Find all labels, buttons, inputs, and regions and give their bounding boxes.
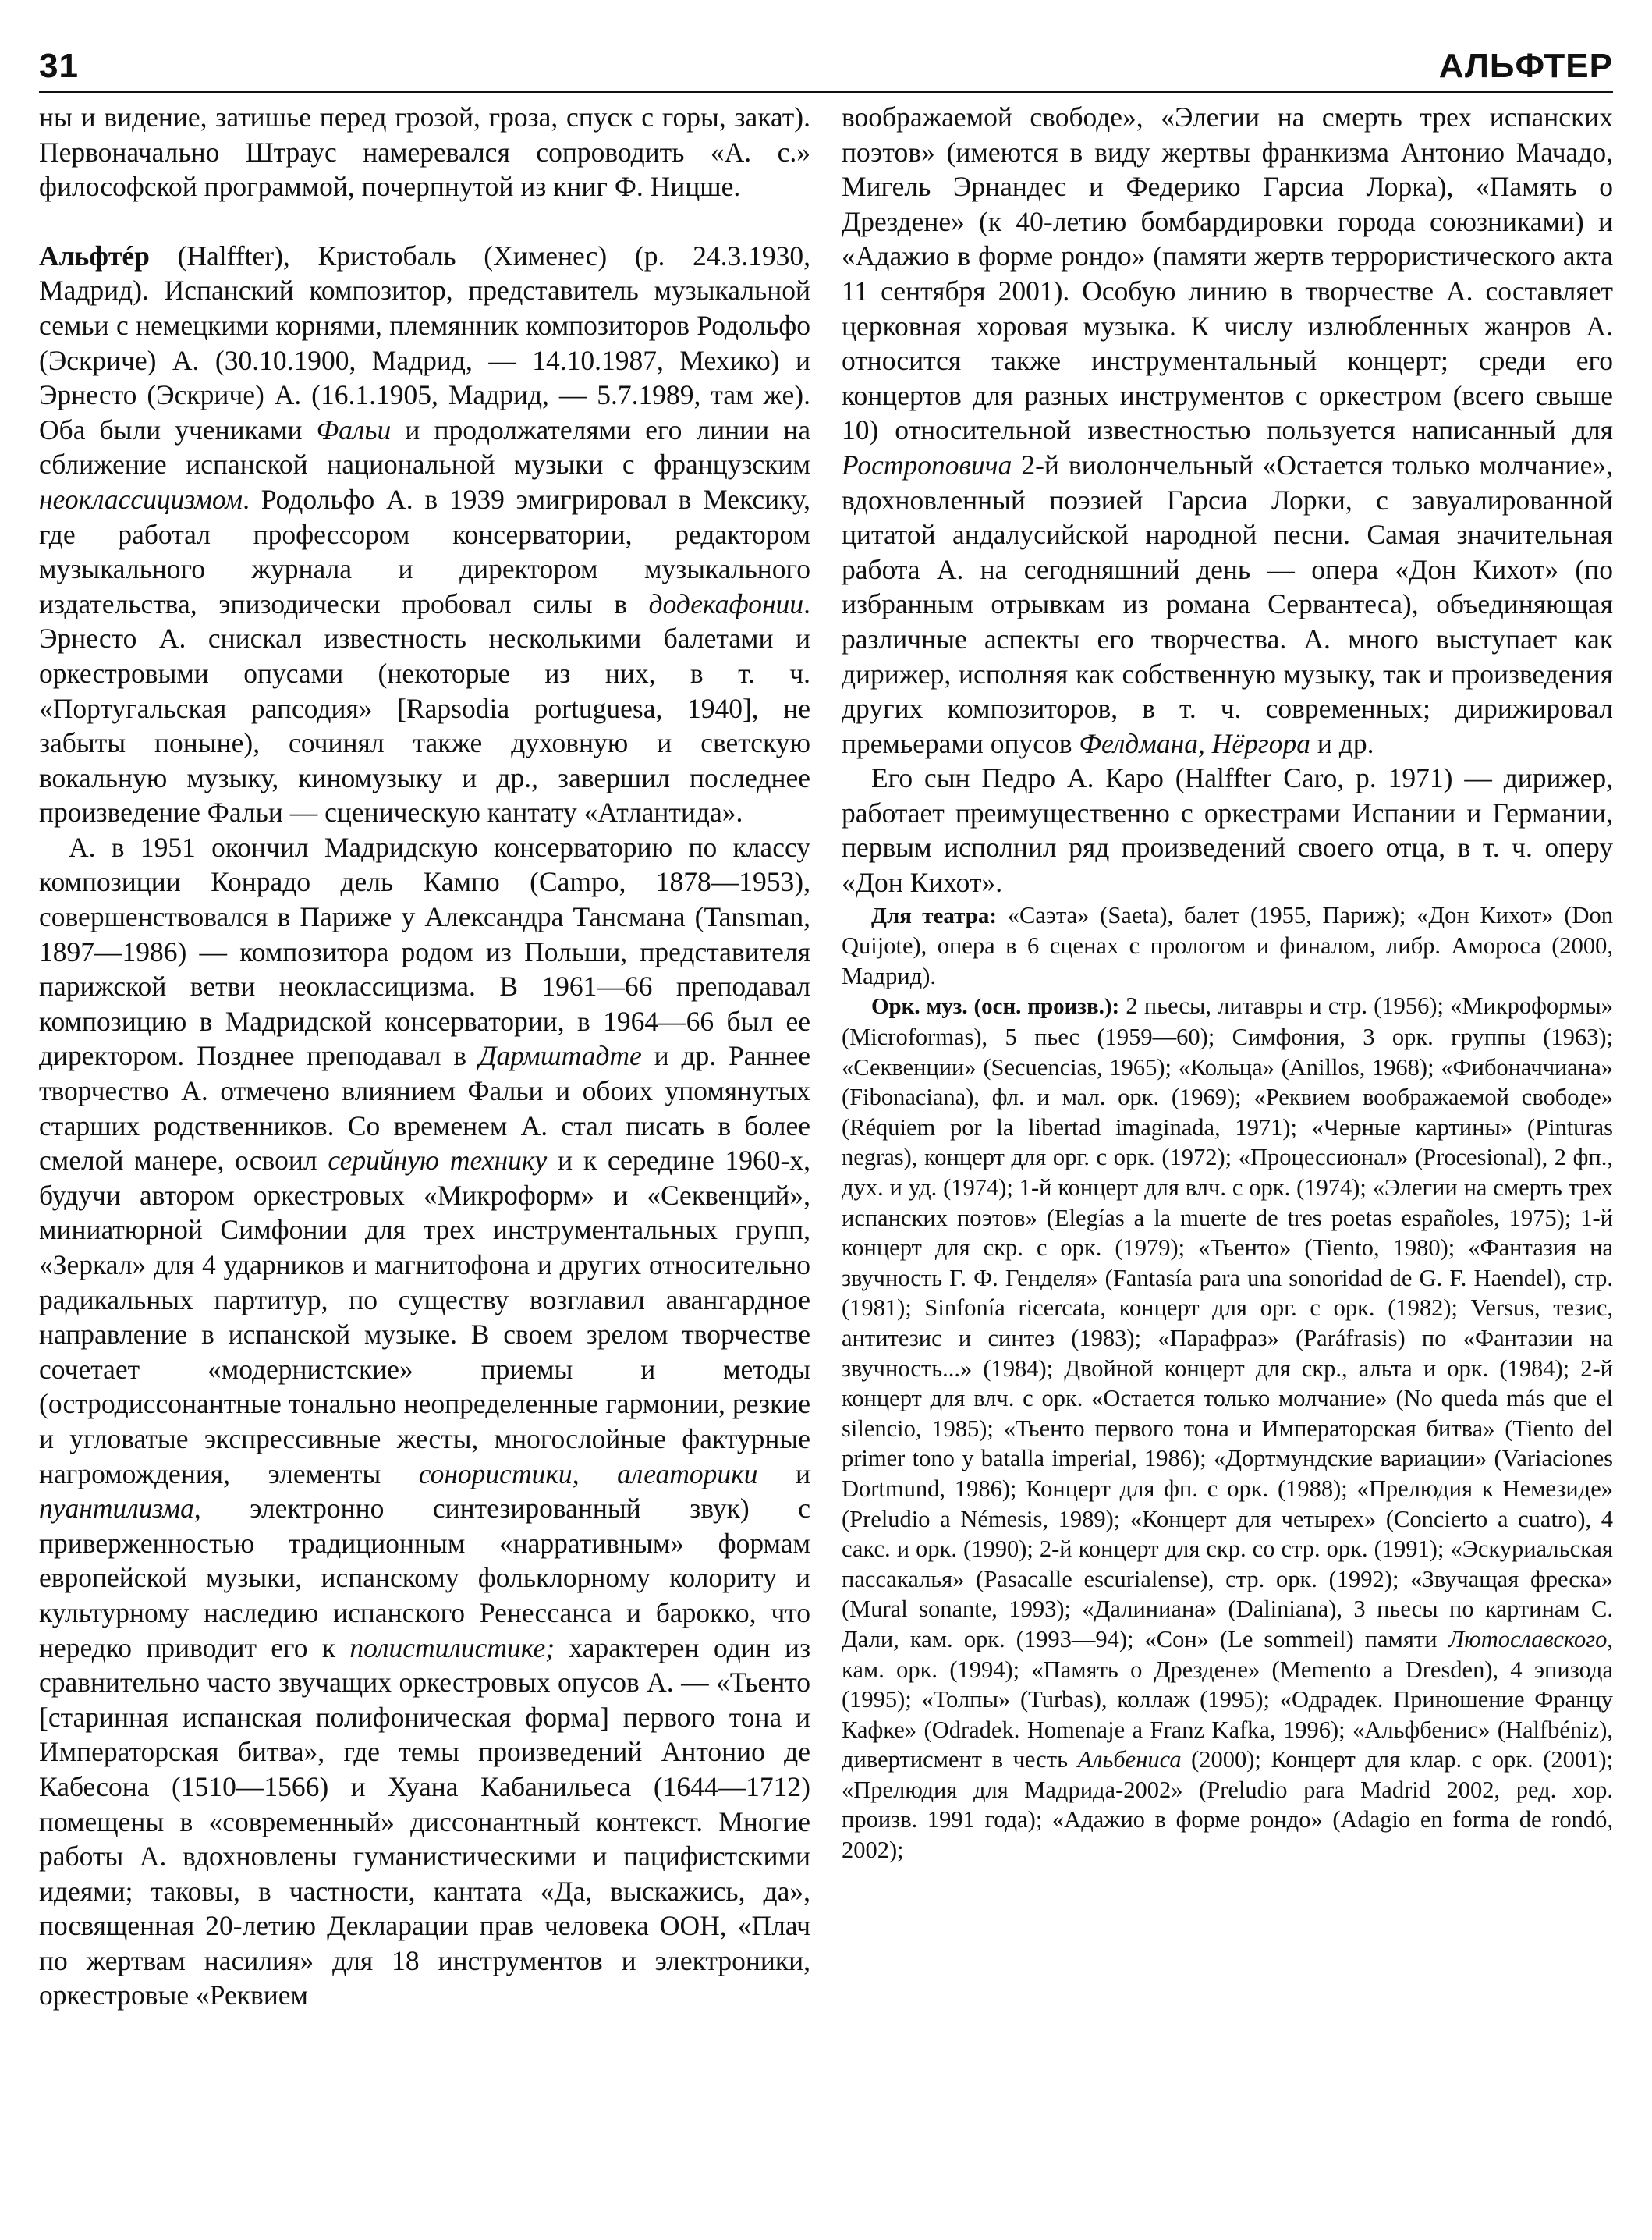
entry-headword: Альфтéр: [39, 240, 150, 272]
left-column: [39, 100, 810, 2228]
theatre-label: Для театра:: [871, 903, 998, 928]
running-title: АЛЬФТЕР: [1438, 47, 1613, 85]
theatre-works: Для театра: «Саэта» (Saeta), балет (1955, Париж); «Дон Кихот» (Don Quijote), опера в 6 сценах с прологом и финалом, либр. Амороса (2000, Мадрид).: [842, 901, 1613, 989]
orchestral-works: Орк. муз. (осн. произв.): 2 пьесы, литавры и стр. (1956); «Микроформы» (Microformas), 5 пьес (1959—60); Симфония, 3 орк. группы (1963); «Секвенции» (Secuencias, 1965); «Кольца» (Anillos, 1968); «Фибоначчиана» (Fibonaciana), фл. и мал. орк. (1969); «Реквием воображаемой свободе» (Réquiem por la libertad imaginada, 1971); «Черные картины» (Pinturas negras), концерт для орг. с орк. (1972); «Процессионал» (Procesional), 2 фп., дух. и уд. (1974); 1-й концерт для влч. с орк. (1974); «Элегии на смерть трех испанских поэтов» (Elegías a la muerte de tres poetas españoles, 1975); 1-й концерт для скр. с орк. (1979); «Тьенто» (Tiento, 1980); «Фантазия на звучность Г. Ф. Генделя» (Fantasía para una sonoridad de G. F. Haendel), стр. (1981); Sinfonía ricercata, концерт для орг. с орк. (1982); Versus, тезис, антитезис и синтез (1983); «Парафраз» (Paráfrasis) по «Фантазии на звучность...» (1984); Двойной концерт для скр., альта и орк. (1984); 2-й концерт для влч. с орк. «Остается только молчание» (No queda más que el silencio, 1985); «Тьенто первого тона и Императорская битва» (Tiento del primer tono y batalla imperial, 1986); «Дортмундские вариации» (Variaciones Dortmund, 1986); Концерт для фп. с орк. (1988); «Прелюдия к Немезиде» (Preludio a Némesis, 1989); «Концерт для четырех» (Concierto a cuatro), 4 сакс. и орк. (1990); 2-й концерт для скр. со стр. орк. (1991); «Эскуриальская пассакалья» (Pasacalle escurialense), стр. орк. (1992); «Звучащая фреска» (Mural sonante, 1993); «Далиниана» (Daliniana), 3 пьесы по картинам С. Дали, кам. орк. (1993—94); «Сон» (Le sommeil) памяти Лютославского, кам. орк. (1994); «Память о Дрездене» (Memento a Dresden), 4 эпизода (1995); «Толпы» (Turbas), коллаж (1995); «Одрадек. Приношение Францу Кафке» (Odradek. Homenaje a Franz Kafka, 1996); «Альфбенис» (Halfbéniz), дивертисмент в честь Альбениса (2000); Концерт для клар. с орк. (2001); «Прелюдия для Мадрида-2002» (Preludio para Madrid 2002, ред. хор. произв. 1991 года); «Адажио в форме рондо» (Adagio en forma de rondó, 2002);: [842, 992, 1613, 1864]
orchestral-label: Орк. муз. (осн. произв.):: [871, 994, 1120, 1020]
son-paragraph: Его сын Педро А. Каро (Halffter Caro, р. 1971) — дирижер, работает преимущественно с оркестрами Испании и Германии, первым исполнил ряд произведений своего отца, в т. ч. оперу «Дон Кихот».: [842, 762, 1613, 899]
page-header: [39, 23, 1613, 93]
right-column: [842, 100, 1613, 2228]
text-columns: [39, 100, 1613, 2228]
works-paragraph: воображаемой свободе», «Элегии на смерть трех испанских поэтов» (имеются в виду жертвы франкизма Антонио Мачадо, Мигель Эрнандес и Федерико Гарсиа Лорка), «Память о Дрездене» (к 40-летию бомбардировки города союзниками) и «Адажио в форме рондо» (памяти жертв террористического акта 11 сентября 2001). Особую линию в творчестве А. составляет церковная хоровая музыка. К числу излюбленных жанров А. относится также инструментальный концерт; среди его концертов для разных инструментов с оркестром (всего свыше 10) относительной известностью пользуется написанный для Ростроповича 2-й виолончельный «Остается только молчание», вдохновленный поэзией Гарсиа Лорки, с завуалированной цитатой андалусийской народной песни. Самая значительная работа А. на сегодняшний день — опера «Дон Кихот» (по избранным отрывкам из романа Сервантеса), объединяющая различные аспекты его творчества. А. много выступает как дирижер, исполняя как собственную музыку, так и произведения других композиторов, в т. ч. современных; дирижировал премьерами опусов Фелдмана, Нёргора и др.: [842, 101, 1613, 759]
biography-paragraph: А. в 1951 окончил Мадридскую консерваторию по классу композиции Конрадо дель Кампо (Campo, 1878—1953), совершенствовался в Париже у Александра Тансмана (Tansman, 1897—1986) — композитора родом из Польши, представителя парижской ветви неоклассицизма. В 1961—66 преподавал композицию в Мадридской консерватории, в 1964—66 был ее директором. Позднее преподавал в Дармштадте и др. Раннее творчество А. отмечено влиянием Фальи и обоих упомянутых старших родственников. Со временем А. стал писать в более смелой манере, освоил серийную технику и к середине 1960-х, будучи автором оркестровых «Микроформ» и «Секвенций», миниатюрной Симфонии для трех инструментальных групп, «Зеркал» для 4 ударников и магнитофона и других относительно радикальных партитур, по существу возглавил авангардное направление в испанской музыке. В своем зрелом творчестве сочетает «модернистские» приемы и методы (остродиссонантные тонально неопределенные гармонии, резкие и угловатые экспрессивные жесты, многослойные фактурные нагромождения, элементы сонористики, алеаторики и пуантилизма, электронно синтезированный звук) с приверженностью традиционным «нарративным» формам европейской музыки, испанскому фольклорному колориту и культурному наследию испанского Ренессанса и барокко, что нередко приводит его к полистилистике; характерен один из сравнительно часто звучащих оркестровых опусов А. — «Тьенто [старинная испанская полифоническая форма] первого тона и Императорская битва», где темы произведений Антонио де Кабесона (1510—1566) и Хуана Кабанильеса (1644—1712) помещены в «современный» диссонантный контекст. Многие работы А. вдохновлены гуманистическими и пацифистскими идеями; таковы, в частности, кантата «Да, выскажись, да», посвященная 20-летию Декларации прав человека ООН, «Плач по жертвам насилия» для 18 инструментов и электроники, оркестровые «Реквием: [39, 831, 810, 2011]
page-number: 31: [39, 47, 79, 85]
previous-entry-ending: ны и видение, затишье перед грозой, гроза, спуск с горы, закат). Первоначально Штраус намеревался сопроводить «А. с.» философской программой, почерпнутой из книг Ф. Ницше.: [39, 101, 810, 203]
entry-halffter: Альфтéр (Halffter), Кристобаль (Хименес) (р. 24.3.1930, Мадрид). Испанский композитор, представитель музыкальной семьи с немецкими корнями, племянник композиторов Родольфо (Эскриче) А. (30.10.1900, Мадрид, — 14.10.1987, Мехико) и Эрнесто (Эскриче) А. (16.1.1905, Мадрид, — 5.7.1989, там же). Оба были учениками Фальи и продолжателями его линии на сближение испанской национальной музыки с французским неоклассицизмом. Родольфо А. в 1939 эмигрировал в Мексику, где работал профессором консерватории, редактором музыкального журнала и директором музыкального издательства, эпизодически пробовал силы в додекафонии. Эрнесто А. снискал известность несколькими балетами и оркестровыми опусами (некоторые из них, в т. ч. «Португальская рапсодия» [Rapsodia portuguesa, 1940], не забыты поныне), сочинял также духовную и светскую вокальную музыку, киномузыку и др., завершил последнее произведение Фальи — сценическую кантату «Атлантида».: [39, 240, 810, 829]
